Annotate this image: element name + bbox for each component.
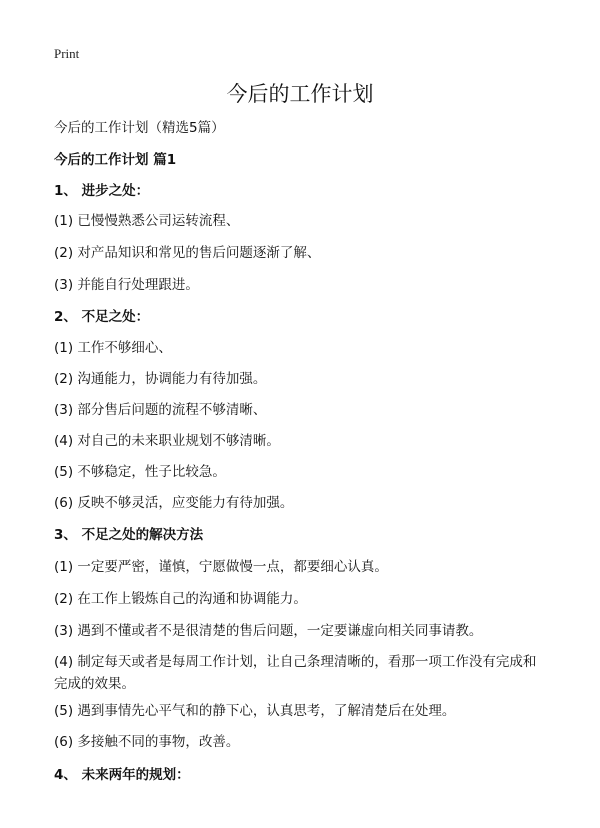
section-heading-solutions: 3、 不足之处的解决方法: [54, 527, 204, 543]
section-heading-shortcomings: 2、 不足之处：: [54, 309, 150, 325]
section-heading-progress: 1、 进步之处：: [54, 183, 150, 199]
list-item: (2) 在工作上锻炼自己的沟通和协调能力。: [54, 591, 307, 607]
list-item: (2) 沟通能力，协调能力有待加强。: [54, 371, 267, 387]
list-item: (4) 制定每天或者是每周工作计划，让自己条理清晰的，看那一项工作没有完成和完成的效果。: [54, 654, 537, 692]
list-item: (1) 已慢慢熟悉公司运转流程、: [54, 213, 240, 229]
document-title: 今后的工作计划: [226, 82, 374, 106]
print-link[interactable]: Print: [54, 46, 80, 61]
list-item: (3) 并能自行处理跟进。: [54, 277, 199, 293]
list-item: (4) 对自己的未来职业规划不够清晰。: [54, 433, 280, 449]
list-item: (5) 遇到事情先心平气和的静下心，认真思考，了解清楚后在处理。: [54, 703, 456, 719]
list-item: (6) 反映不够灵活，应变能力有待加强。: [54, 495, 294, 511]
list-item: (3) 遇到不懂或者不是很清楚的售后问题，一定要谦虚向相关同事请教。: [54, 623, 483, 639]
list-item: (3) 部分售后问题的流程不够清晰、: [54, 402, 267, 418]
document-subtitle: 今后的工作计划（精选5篇）: [54, 120, 225, 136]
list-item: (6) 多接触不同的事物，改善。: [54, 734, 240, 750]
list-item: (2) 对产品知识和常见的售后问题逐渐了解、: [54, 245, 321, 261]
list-item: (1) 工作不够细心、: [54, 340, 172, 356]
list-item: (5) 不够稳定，性子比较急。: [54, 464, 226, 480]
section-heading-future-plan: 4、 未来两年的规划：: [54, 767, 190, 783]
article-title: 今后的工作计划 篇1: [54, 152, 177, 168]
list-item: (1) 一定要严密，谨慎，宁愿做慢一点，都要细心认真。: [54, 559, 388, 575]
